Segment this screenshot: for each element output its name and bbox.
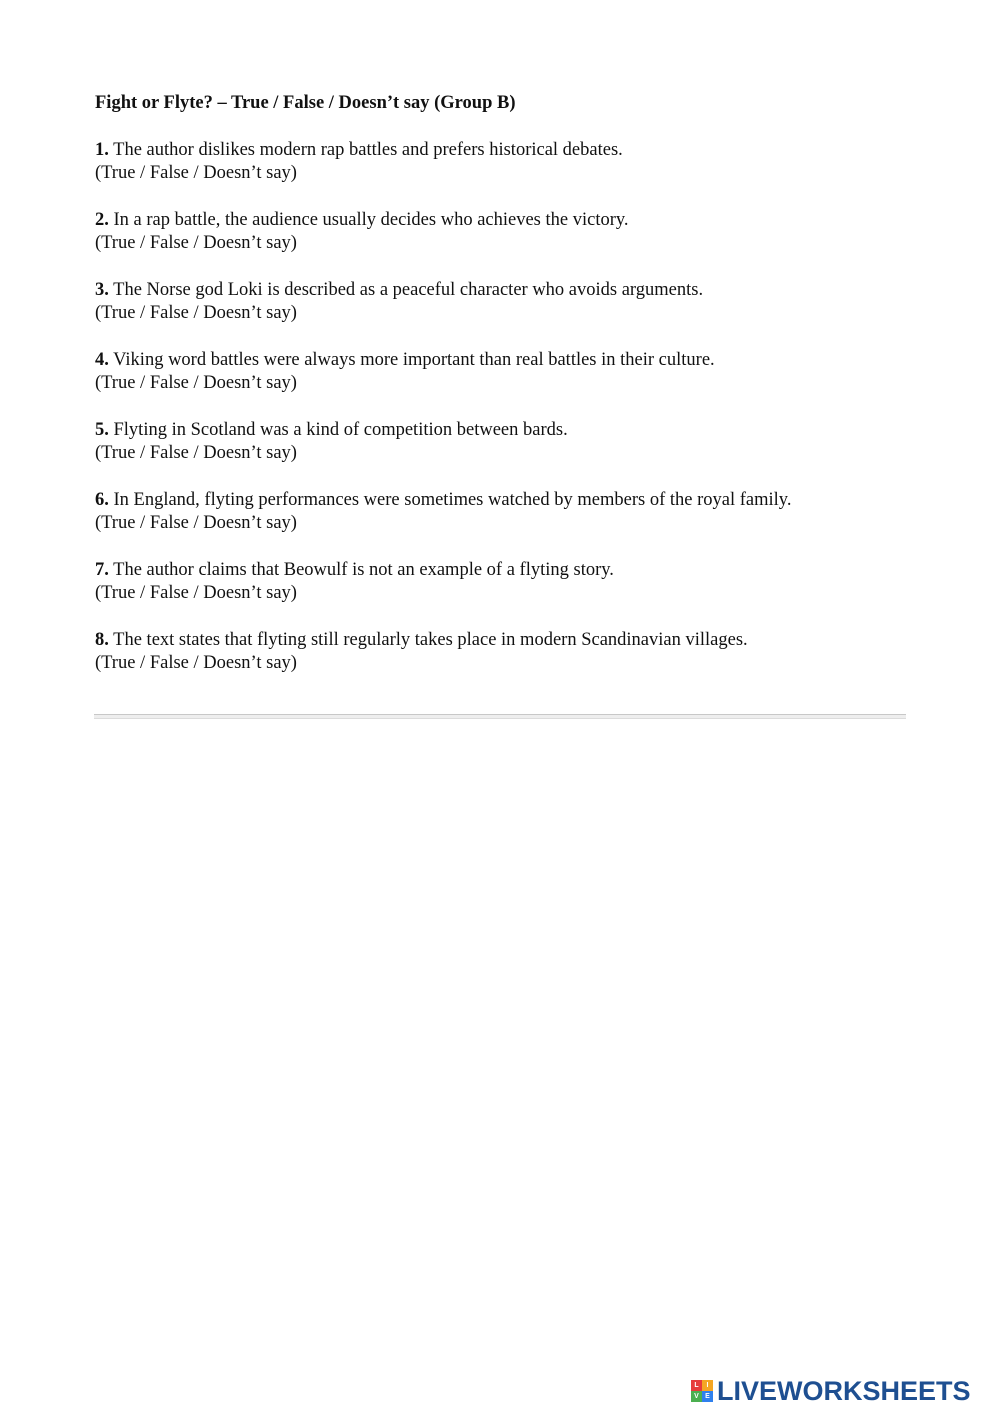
question-statement [95,559,907,582]
worksheet-content [95,92,907,699]
question-item [95,139,907,185]
question-text: Viking word battles were always more important than real battles in their culture. [113,350,715,370]
question-item [95,279,907,325]
question-statement [95,419,907,442]
answer-options: (True / False / Doesn’t say) [95,163,297,183]
question-number: 5. [95,420,109,440]
question-text: In a rap battle, the audience usually decides who achieves the victory. [113,210,629,230]
logo-square-i: I [702,1380,713,1391]
question-number: 2. [95,210,109,230]
question-list [95,139,907,675]
question-text: The author dislikes modern rap battles and prefers historical debates. [113,140,623,160]
answer-options: (True / False / Doesn’t say) [95,443,297,463]
question-statement [95,629,907,652]
question-number: 8. [95,630,109,650]
liveworksheets-logo [691,1376,971,1406]
question-number: 4. [95,350,109,370]
liveworksheets-grid-icon [691,1380,713,1402]
question-text: The author claims that Beowulf is not an example of a flyting story. [113,560,614,580]
answer-options: (True / False / Doesn’t say) [95,583,297,603]
question-number: 7. [95,560,109,580]
question-number: 3. [95,280,109,300]
question-item [95,349,907,395]
answer-options: (True / False / Doesn’t say) [95,513,297,533]
answer-options: (True / False / Doesn’t say) [95,303,297,323]
question-item [95,419,907,465]
question-text: Flyting in Scotland was a kind of competition between bards. [113,420,568,440]
question-item [95,209,907,255]
question-number: 6. [95,490,109,510]
question-statement [95,279,907,302]
answer-options: (True / False / Doesn’t say) [95,653,297,673]
question-statement [95,139,907,162]
question-text: The text states that flyting still regularly takes place in modern Scandinavian villages. [113,630,748,650]
logo-wordmark: LIVEWORKSHEETS [717,1376,971,1406]
question-item [95,629,907,675]
horizontal-divider [94,714,906,719]
question-statement [95,489,907,512]
question-text: The Norse god Loki is described as a peaceful character who avoids arguments. [113,280,704,300]
logo-square-l: L [691,1380,702,1391]
worksheet-title: Fight or Flyte? – True / False / Doesn’t say (Group B) [95,93,516,113]
question-number: 1. [95,140,109,160]
question-text: In England, flyting performances were sometimes watched by members of the royal family. [113,490,792,510]
question-statement [95,349,907,372]
logo-square-v: V [691,1391,702,1402]
question-item [95,489,907,535]
question-statement [95,209,907,232]
question-item [95,559,907,605]
answer-options: (True / False / Doesn’t say) [95,233,297,253]
logo-square-e: E [702,1391,713,1402]
answer-options: (True / False / Doesn’t say) [95,373,297,393]
